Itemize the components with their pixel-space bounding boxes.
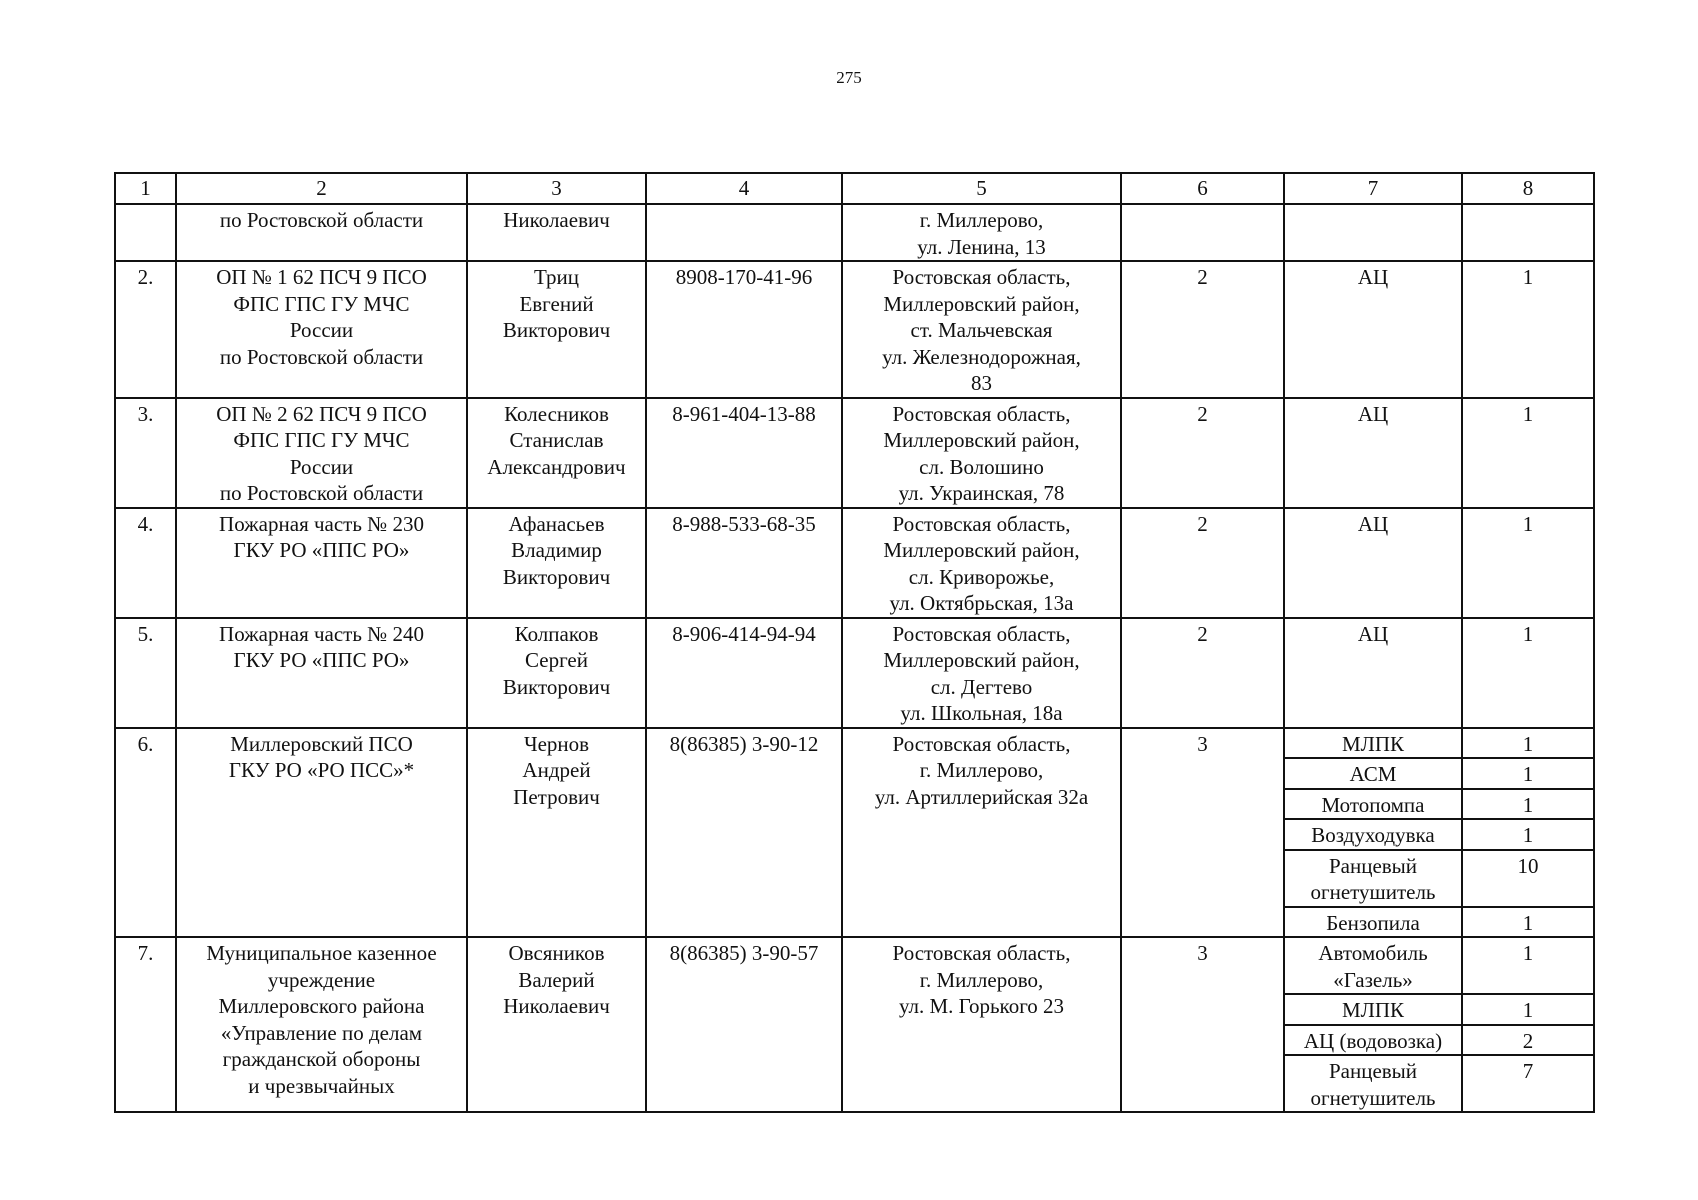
table-body [115,173,1594,1112]
address-cell: Ростовская область, Миллеровский район, сл. Криворожье, ул. Октябрьская, 13а [842,508,1121,618]
phone-cell [646,204,842,261]
equipment-count-cell: 1 [1462,789,1594,820]
equipment-name-cell: Ранцевый огнетушитель [1284,1055,1462,1112]
table-row [115,618,1594,728]
equipment-count-cell: 1 [1462,758,1594,789]
address-cell: г. Миллерово, ул. Ленина, 13 [842,204,1121,261]
equipment-name-cell: Автомобиль «Газель» [1284,937,1462,994]
table-row [115,398,1594,508]
row-number-cell [115,204,176,261]
organization-cell: Муниципальное казенное учреждение Миллеровского района «Управление по делам гражданской обороны и чрезвычайных [176,937,467,1112]
phone-cell: 8(86385) 3-90-57 [646,937,842,1112]
column-header: 7 [1284,173,1462,204]
column-header: 2 [176,173,467,204]
equipment-name-cell: АЦ [1284,508,1462,618]
column-6-cell: 2 [1121,618,1284,728]
organization-cell: Миллеровский ПСО ГКУ РО «РО ПСС»* [176,728,467,938]
table-row [115,204,1594,261]
responsible-person-cell: Овсяников Валерий Николаевич [467,937,646,1112]
equipment-count-cell: 10 [1462,850,1594,907]
responsible-person-cell: Николаевич [467,204,646,261]
equipment-count-cell: 7 [1462,1055,1594,1112]
table-row [115,261,1594,398]
table-row [115,937,1594,994]
column-header: 3 [467,173,646,204]
equipment-count-cell: 1 [1462,728,1594,759]
equipment-name-cell: МЛПК [1284,728,1462,759]
row-number-cell: 3. [115,398,176,508]
organization-cell: ОП № 1 62 ПСЧ 9 ПСО ФПС ГПС ГУ МЧС России по Ростовской области [176,261,467,398]
responsible-person-cell: Колесников Станислав Александрович [467,398,646,508]
equipment-count-cell: 1 [1462,907,1594,938]
equipment-name-cell: Мотопомпа [1284,789,1462,820]
equipment-name-cell: АЦ [1284,398,1462,508]
table-row [115,508,1594,618]
organization-cell: по Ростовской области [176,204,467,261]
column-header: 8 [1462,173,1594,204]
row-number-cell: 2. [115,261,176,398]
equipment-name-cell: АЦ [1284,261,1462,398]
organization-cell: Пожарная часть № 230 ГКУ РО «ППС РО» [176,508,467,618]
responsible-person-cell: Чернов Андрей Петрович [467,728,646,938]
address-cell: Ростовская область, Миллеровский район, сл. Волошино ул. Украинская, 78 [842,398,1121,508]
row-number-cell: 7. [115,937,176,1112]
equipment-count-cell: 1 [1462,937,1594,994]
responsible-person-cell: Колпаков Сергей Викторович [467,618,646,728]
row-number-cell: 5. [115,618,176,728]
equipment-count-cell: 2 [1462,1025,1594,1056]
phone-cell: 8908-170-41-96 [646,261,842,398]
data-table [114,172,1595,1113]
row-number-cell: 4. [115,508,176,618]
phone-cell: 8(86385) 3-90-12 [646,728,842,938]
column-header: 5 [842,173,1121,204]
equipment-name-cell: МЛПК [1284,994,1462,1025]
equipment-name-cell: АЦ (водовозка) [1284,1025,1462,1056]
address-cell: Ростовская область, г. Миллерово, ул. М. Горького 23 [842,937,1121,1112]
phone-cell: 8-961-404-13-88 [646,398,842,508]
equipment-name-cell: АЦ [1284,618,1462,728]
column-6-cell [1121,204,1284,261]
responsible-person-cell: Триц Евгений Викторович [467,261,646,398]
responsible-person-cell: Афанасьев Владимир Викторович [467,508,646,618]
column-6-cell: 2 [1121,508,1284,618]
page-number: 275 [836,68,862,87]
phone-cell: 8-988-533-68-35 [646,508,842,618]
column-header: 4 [646,173,842,204]
organization-cell: Пожарная часть № 240 ГКУ РО «ППС РО» [176,618,467,728]
header-row [115,173,1594,204]
address-cell: Ростовская область, г. Миллерово, ул. Артиллерийская 32а [842,728,1121,938]
address-cell: Ростовская область, Миллеровский район, ст. Мальчевская ул. Железнодорожная, 83 [842,261,1121,398]
equipment-name-cell: Бензопила [1284,907,1462,938]
equipment-name-cell: АСМ [1284,758,1462,789]
equipment-count-cell: 1 [1462,618,1594,728]
equipment-count-cell: 1 [1462,398,1594,508]
phone-cell: 8-906-414-94-94 [646,618,842,728]
organization-cell: ОП № 2 62 ПСЧ 9 ПСО ФПС ГПС ГУ МЧС России по Ростовской области [176,398,467,508]
row-number-cell: 6. [115,728,176,938]
address-cell: Ростовская область, Миллеровский район, сл. Дегтево ул. Школьная, 18а [842,618,1121,728]
column-header: 6 [1121,173,1284,204]
equipment-count-cell: 1 [1462,819,1594,850]
equipment-count-cell: 1 [1462,994,1594,1025]
equipment-count-cell: 1 [1462,261,1594,398]
column-6-cell: 2 [1121,398,1284,508]
equipment-count-cell [1462,204,1594,261]
equipment-name-cell: Воздуходувка [1284,819,1462,850]
column-header: 1 [115,173,176,204]
table-row [115,728,1594,759]
column-6-cell: 3 [1121,937,1284,1112]
equipment-count-cell: 1 [1462,508,1594,618]
column-6-cell: 2 [1121,261,1284,398]
equipment-name-cell [1284,204,1462,261]
column-6-cell: 3 [1121,728,1284,938]
equipment-name-cell: Ранцевый огнетушитель [1284,850,1462,907]
